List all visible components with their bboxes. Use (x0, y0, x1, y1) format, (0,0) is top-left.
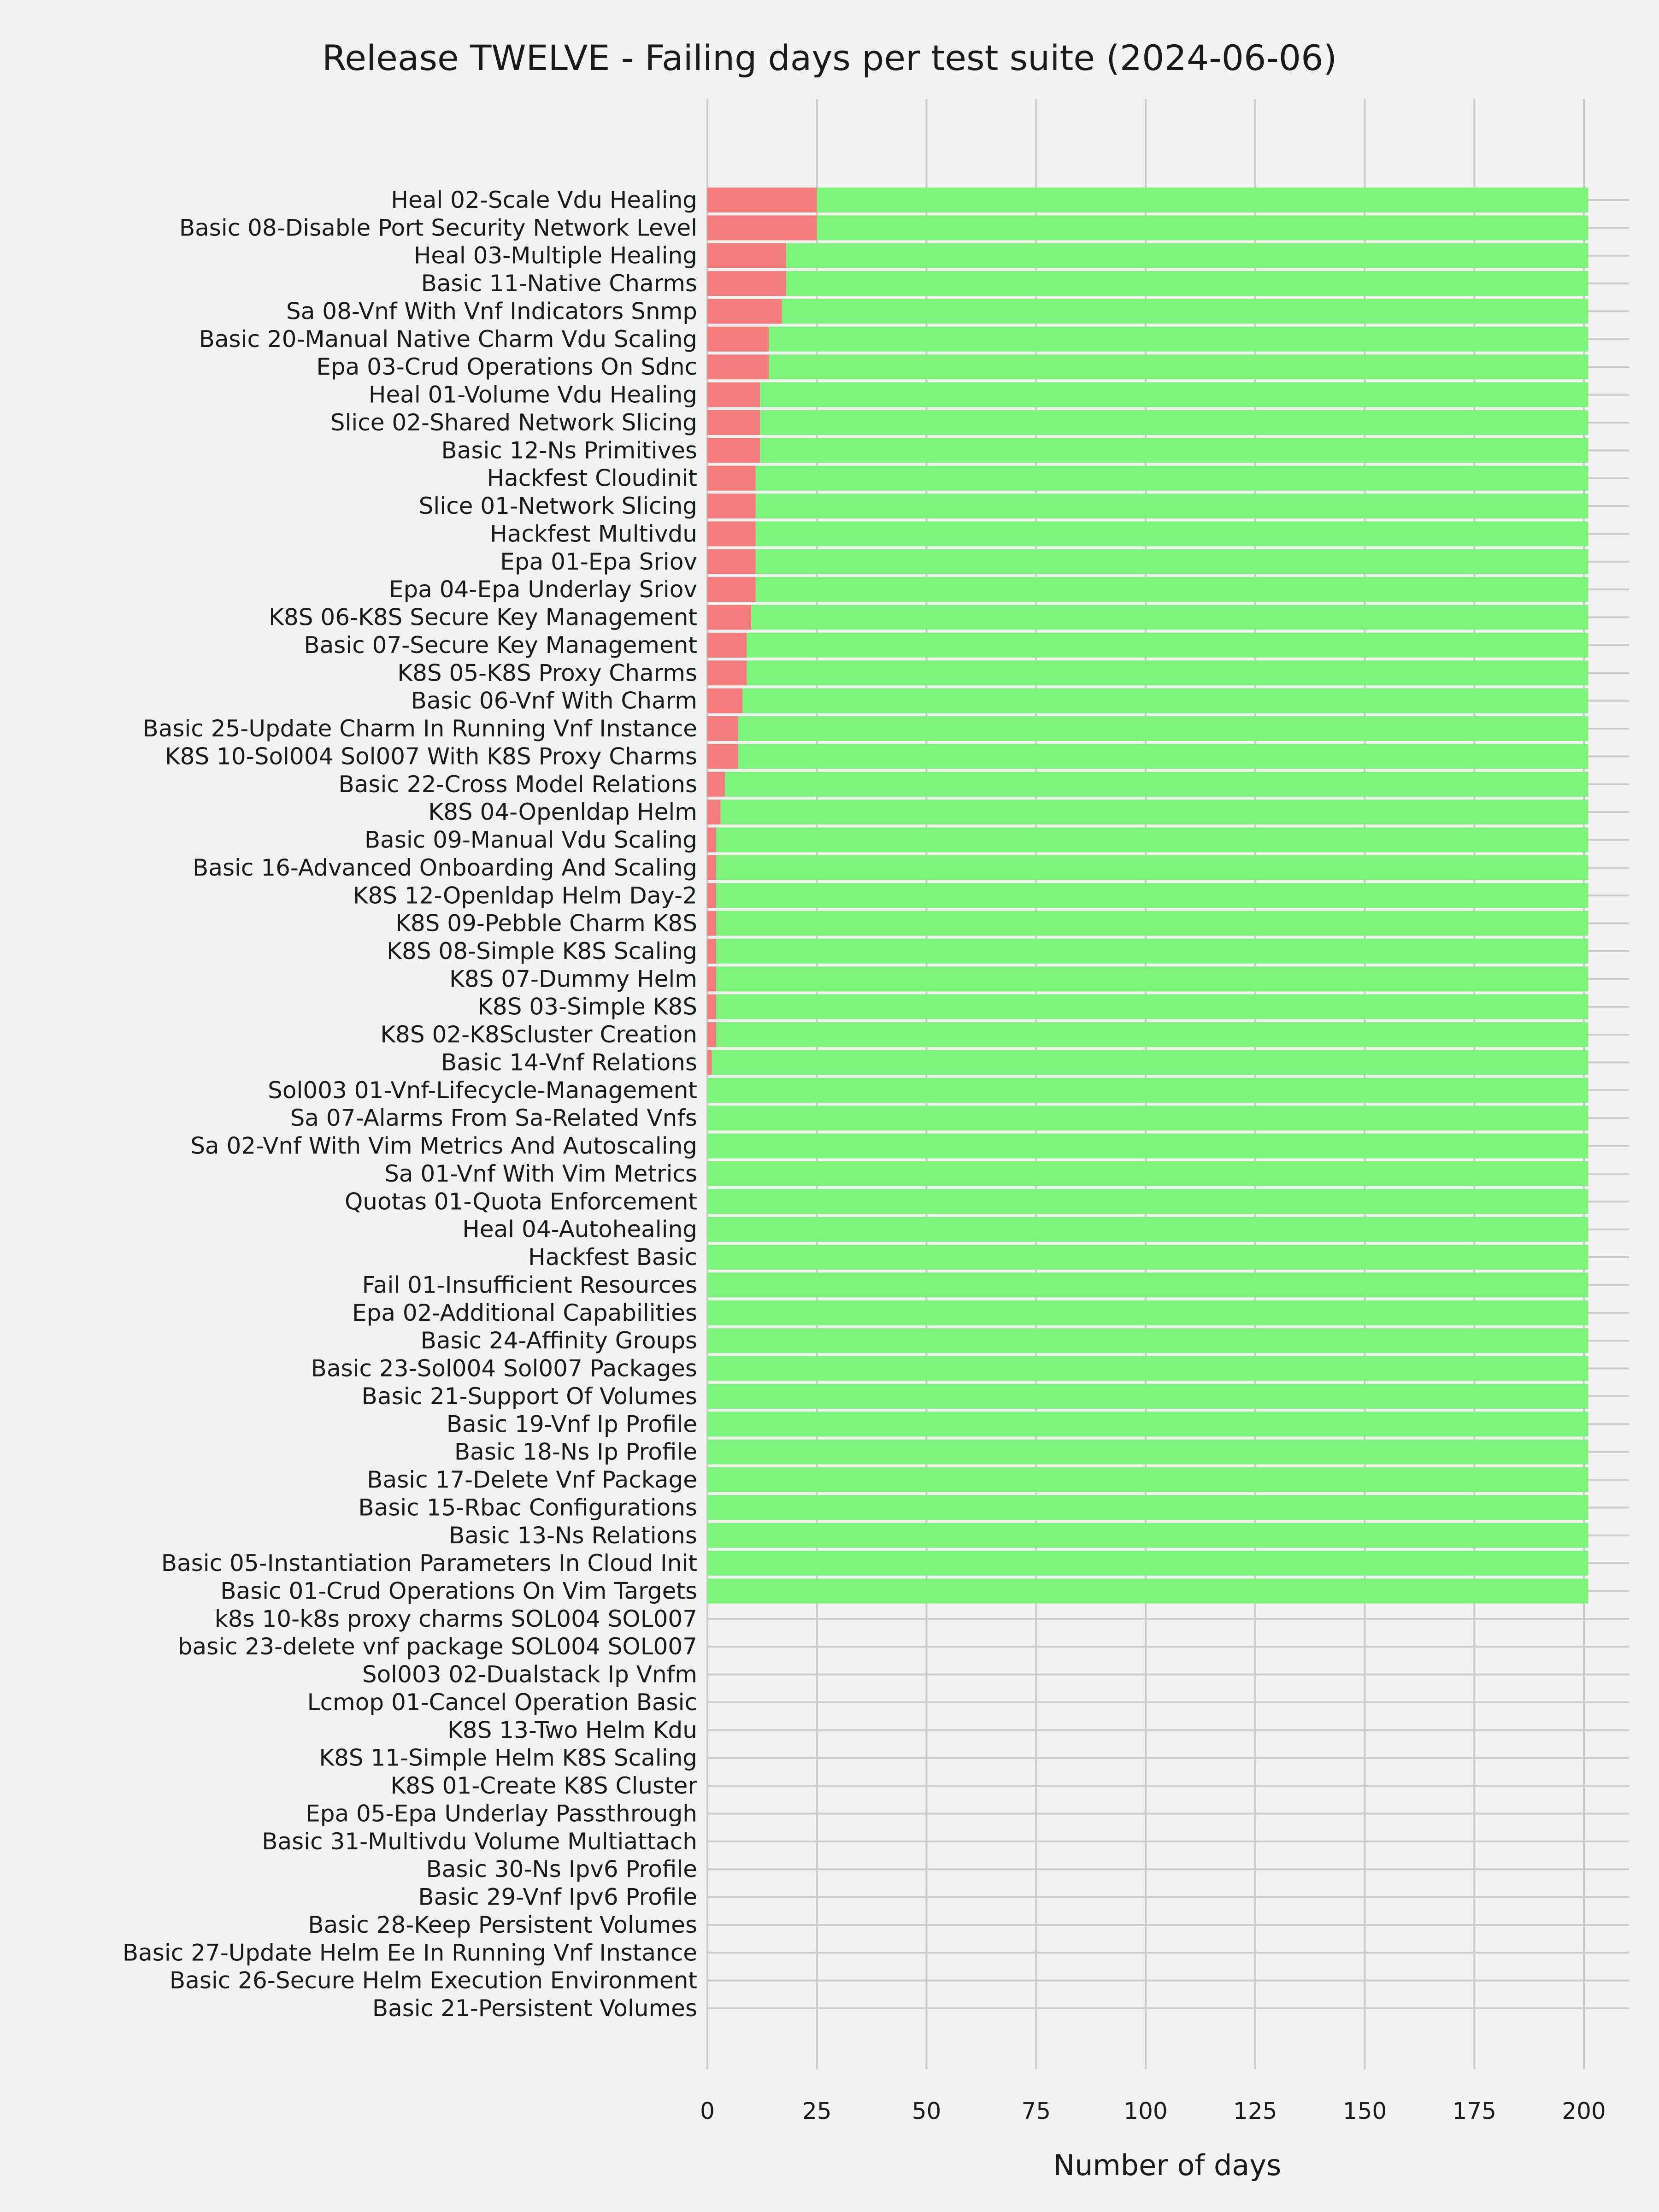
bar-pass (786, 271, 1588, 296)
y-tick-label: Basic 19-Vnf Ip Profile (446, 1411, 697, 1438)
y-tick-label: Lcmop 01-Cancel Operation Basic (307, 1688, 697, 1716)
x-tick-label: 100 (1124, 2098, 1168, 2124)
y-tick-label: Basic 12-Ns Primitives (441, 437, 697, 464)
bar-fail (707, 577, 756, 602)
bar-pass (742, 688, 1588, 713)
bar-fail (707, 243, 786, 268)
y-tick-label: K8S 07-Dummy Helm (449, 965, 697, 993)
bar-fail (707, 855, 716, 880)
x-tick-label: 25 (802, 2098, 832, 2124)
x-tick-label: 0 (700, 2098, 715, 2124)
y-tick-label: Sa 02-Vnf With Vim Metrics And Autoscaling (190, 1132, 697, 1159)
y-tick-label: K8S 13-Two Helm Kdu (447, 1717, 697, 1744)
chart-title: Release TWELVE - Failing days per test suite (2024-06-06) (322, 37, 1337, 78)
bar-pass (707, 1551, 1588, 1576)
bar-pass (756, 577, 1588, 602)
bar-fail (707, 215, 817, 240)
bar-pass (756, 549, 1588, 574)
y-tick-label: Basic 31-Multivdu Volume Multiattach (262, 1828, 697, 1855)
y-tick-label: Heal 04-Autohealing (462, 1216, 697, 1243)
x-tick-label: 125 (1233, 2098, 1277, 2124)
bar-pass (769, 327, 1588, 352)
bar-pass (707, 1467, 1588, 1492)
y-tick-label: Quotas 01-Quota Enforcement (344, 1188, 697, 1215)
bar-fail (707, 1022, 716, 1047)
y-tick-label: Basic 21-Support Of Volumes (361, 1382, 697, 1410)
bar-fail (707, 939, 716, 964)
y-tick-label: Basic 20-Manual Native Charm Vdu Scaling (199, 325, 697, 353)
bar-fail (707, 438, 760, 463)
y-tick-label: Slice 01-Network Slicing (418, 493, 697, 520)
bar-fail (707, 883, 716, 908)
bar-pass (817, 215, 1588, 240)
y-tick-label: K8S 06-K8S Secure Key Management (269, 604, 697, 631)
y-tick-label: Heal 01-Volume Vdu Healing (368, 381, 697, 408)
y-tick-label: Basic 15-Rbac Configurations (358, 1494, 697, 1521)
bar-fail (707, 466, 756, 491)
y-tick-label: Basic 01-Crud Operations On Vim Targets (220, 1577, 697, 1605)
bars (707, 188, 1588, 1604)
bar-pass (707, 1217, 1588, 1242)
y-tick-label: Slice 02-Shared Network Slicing (330, 409, 697, 436)
y-tick-label: Fail 01-Insufficient Resources (362, 1271, 697, 1299)
bar-pass (707, 1078, 1588, 1103)
bar-pass (707, 1106, 1588, 1130)
y-tick-label: Epa 05-Epa Underlay Passthrough (306, 1800, 697, 1827)
bar-fail (707, 744, 738, 769)
bar-fail (707, 299, 782, 324)
bar-pass (716, 828, 1588, 853)
bar-fail (707, 800, 721, 824)
x-tick-label: 50 (912, 2098, 941, 2124)
bar-fail (707, 188, 817, 212)
bar-pass (707, 1523, 1588, 1548)
bar-fail (707, 688, 742, 713)
bar-pass (747, 633, 1588, 658)
bar-fail (707, 605, 751, 630)
bar-pass (707, 1134, 1588, 1159)
y-tick-label: Sol003 02-Dualstack Ip Vnfm (362, 1661, 697, 1688)
y-tick-label: K8S 08-Simple K8S Scaling (387, 937, 697, 965)
bar-pass (760, 382, 1588, 407)
bar-fail (707, 660, 747, 685)
y-tick-label: K8S 10-Sol004 Sol007 With K8S Proxy Charms (165, 743, 697, 770)
y-tick-label: Epa 03-Crud Operations On Sdnc (316, 353, 697, 381)
y-tick-label: Hackfest Basic (528, 1244, 697, 1271)
bar-pass (716, 855, 1588, 880)
y-tick-label: Basic 18-Ns Ip Profile (454, 1438, 697, 1465)
y-tick-label: Basic 30-Ns Ipv6 Profile (426, 1856, 697, 1883)
y-tick-label: K8S 04-Openldap Helm (428, 799, 697, 826)
y-tick-label: Basic 09-Manual Vdu Scaling (364, 826, 697, 853)
y-tick-label: Basic 29-Vnf Ipv6 Profile (418, 1883, 697, 1911)
bar-pass (786, 243, 1588, 268)
y-tick-label: Hackfest Cloudinit (487, 465, 697, 492)
y-tick-label: Sa 01-Vnf With Vim Metrics (384, 1160, 697, 1187)
y-tick-label: K8S 09-Pebble Charm K8S (395, 910, 697, 937)
y-tick-label: Basic 27-Update Helm Ee In Running Vnf Instance (122, 1939, 697, 1966)
bar-fail (707, 828, 716, 853)
y-tick-label: basic 23-delete vnf package SOL004 SOL007 (177, 1633, 697, 1660)
bar-fail (707, 354, 769, 379)
bar-pass (707, 1440, 1588, 1465)
bar-fail (707, 521, 756, 546)
y-tick-label: Sol003 01-Vnf-Lifecycle-Management (268, 1077, 697, 1104)
bar-pass (707, 1328, 1588, 1353)
bar-fail (707, 716, 738, 741)
y-tick-label: K8S 11-Simple Helm K8S Scaling (319, 1744, 697, 1771)
bar-fail (707, 772, 725, 797)
y-tick-label: Sa 08-Vnf With Vnf Indicators Snmp (286, 298, 697, 325)
bar-fail (707, 966, 716, 991)
y-tick-label: Basic 26-Secure Helm Execution Environment (169, 1967, 697, 1994)
bar-pass (725, 772, 1588, 797)
y-tick-label: Basic 11-Native Charms (421, 270, 697, 297)
y-tick-label: Basic 17-Delete Vnf Package (367, 1466, 697, 1494)
y-tick-label: Basic 05-Instantiation Parameters In Cloud Init (161, 1550, 697, 1577)
bar-pass (747, 660, 1588, 685)
bar-fail (707, 1050, 712, 1075)
y-tick-label: Epa 02-Additional Capabilities (352, 1299, 697, 1326)
bar-pass (716, 966, 1588, 991)
y-tick-label: Heal 02-Scale Vdu Healing (391, 187, 697, 213)
y-tick-label: K8S 05-K8S Proxy Charms (397, 659, 697, 687)
bar-pass (760, 410, 1588, 435)
y-tick-label: Basic 21-Persistent Volumes (372, 1995, 697, 2022)
bar-fail (707, 271, 786, 296)
y-tick-label: K8S 03-Simple K8S (477, 993, 697, 1020)
bar-pass (716, 939, 1588, 964)
bar-pass (817, 188, 1588, 212)
y-tick-label: Basic 13-Ns Relations (449, 1522, 697, 1549)
y-tick-label: K8S 02-K8Scluster Creation (380, 1021, 697, 1048)
bar-fail (707, 382, 760, 407)
y-tick-label: K8S 01-Create K8S Cluster (390, 1772, 697, 1800)
bar-fail (707, 994, 716, 1019)
bar-pass (707, 1495, 1588, 1520)
y-tick-label: Heal 03-Multiple Healing (413, 242, 697, 269)
bar-pass (716, 994, 1588, 1019)
bar-pass (756, 521, 1588, 546)
y-tick-label: Basic 22-Cross Model Relations (338, 771, 697, 798)
bar-pass (769, 354, 1588, 379)
y-tick-label: Basic 28-Keep Persistent Volumes (308, 1911, 697, 1938)
bar-pass (707, 1356, 1588, 1381)
bar-pass (707, 1272, 1588, 1297)
y-tick-label: k8s 10-k8s proxy charms SOL004 SOL007 (214, 1605, 697, 1632)
y-tick-label: Sa 07-Alarms From Sa-Related Vnfs (290, 1105, 697, 1132)
y-tick-label: Basic 25-Update Charm In Running Vnf Instance (142, 715, 697, 742)
bar-pass (716, 1022, 1588, 1047)
bar-pass (721, 800, 1588, 824)
x-tick-label: 200 (1562, 2098, 1606, 2124)
bar-pass (760, 438, 1588, 463)
bar-pass (738, 744, 1588, 769)
bar-fail (707, 327, 769, 352)
bar-pass (712, 1050, 1588, 1075)
y-tick-label: Basic 24-Affinity Groups (420, 1327, 697, 1354)
y-tick-label: Basic 14-Vnf Relations (441, 1049, 697, 1076)
y-tick-label: Epa 01-Epa Sriov (500, 548, 697, 575)
y-tick-label: Epa 04-Epa Underlay Sriov (388, 576, 697, 603)
x-tick-label: 150 (1342, 2098, 1387, 2124)
x-tick-label: 75 (1021, 2098, 1051, 2124)
y-tick-label: Basic 16-Advanced Onboarding And Scaling (193, 854, 697, 881)
bar-pass (756, 494, 1588, 518)
y-tick-label: K8S 12-Openldap Helm Day-2 (353, 882, 697, 909)
bar-pass (782, 299, 1588, 324)
bar-fail (707, 633, 747, 658)
bar-fail (707, 549, 756, 574)
bar-fail (707, 494, 756, 518)
bar-pass (707, 1189, 1588, 1214)
bar-pass (707, 1161, 1588, 1186)
bar-pass (751, 605, 1588, 630)
x-tick-label: 175 (1452, 2098, 1496, 2124)
bar-pass (716, 883, 1588, 908)
bar-fail (707, 410, 760, 435)
y-tick-label: Basic 23-Sol004 Sol007 Packages (311, 1355, 697, 1382)
y-tick-label: Basic 07-Secure Key Management (304, 631, 697, 659)
y-tick-label: Hackfest Multivdu (490, 520, 697, 547)
bar-pass (707, 1412, 1588, 1436)
bar-pass (716, 911, 1588, 936)
bar-pass (707, 1579, 1588, 1604)
y-tick-label: Basic 06-Vnf With Charm (411, 687, 697, 714)
bar-pass (707, 1300, 1588, 1325)
bar-pass (707, 1384, 1588, 1409)
bar-pass (738, 716, 1588, 741)
bar-fail (707, 911, 716, 936)
bar-pass (756, 466, 1588, 491)
y-tick-label: Basic 08-Disable Port Security Network Level (179, 214, 697, 241)
x-axis-label: Number of days (1053, 2148, 1282, 2182)
bar-pass (707, 1245, 1588, 1270)
